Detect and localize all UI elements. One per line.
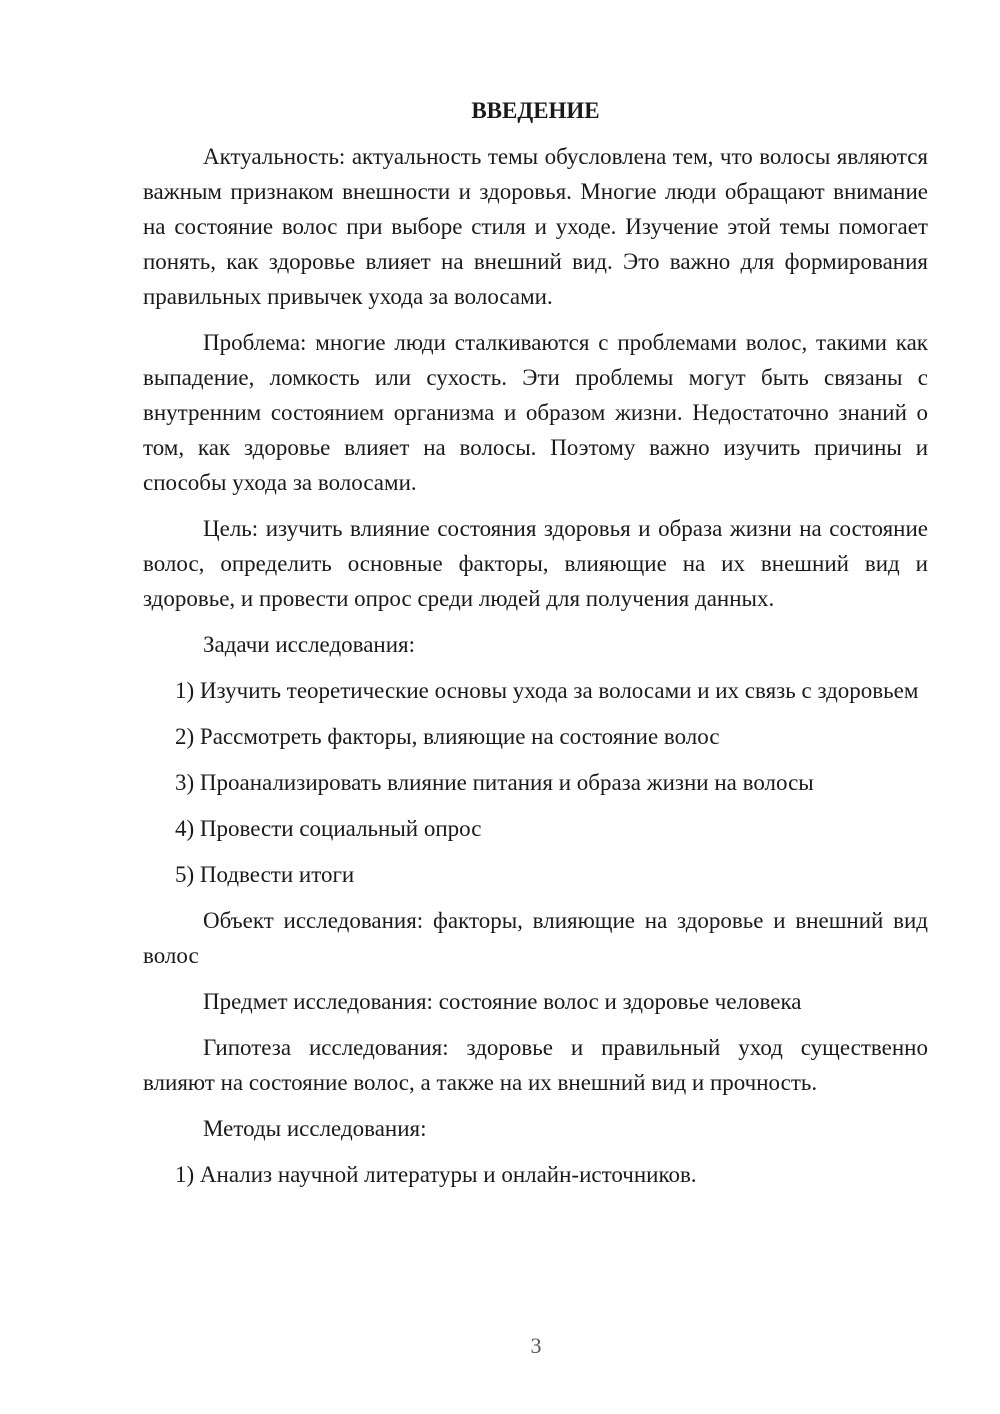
methods-title: Методы исследования: xyxy=(203,1116,427,1141)
tasks-title: Задачи исследования: xyxy=(203,632,416,657)
page-content xyxy=(143,93,928,1203)
task-item-3: 3) Проанализировать влияние питания и образа жизни на волосы xyxy=(175,770,814,795)
relevance-paragraph: Актуальность: актуальность темы обусловлена тем, что волосы являются важным признаком внешности и здоровья. Многие люди обращают внимание на состояние волос при выборе стиля и уходе. Изучение этой темы помогает понять, как здоровье влияет на внешний вид. Это важно для формирования правильных привычек ухода за волосами. xyxy=(143,144,928,309)
problem-paragraph: Проблема: многие люди сталкиваются с проблемами волос, такими как выпадение, ломкость или сухость. Эти проблемы могут быть связаны с внутренним состоянием организма и образом жизни. Недостаточно знаний о том, как здоровье влияет на волосы. Поэтому важно изучить причины и способы ухода за волосами. xyxy=(143,330,928,495)
object-paragraph: Объект исследования: факторы, влияющие на здоровье и внешний вид волос xyxy=(143,908,928,968)
task-item-1: 1) Изучить теоретические основы ухода за волосами и их связь с здоровьем xyxy=(175,678,919,703)
page-number: 3 xyxy=(530,1333,542,1358)
method-item-1: 1) Анализ научной литературы и онлайн-источников. xyxy=(175,1162,697,1187)
task-item-5: 5) Подвести итоги xyxy=(175,862,355,887)
task-item-4: 4) Провести социальный опрос xyxy=(175,816,482,841)
task-item-2: 2) Рассмотреть факторы, влияющие на состояние волос xyxy=(175,724,720,749)
section-heading: ВВЕДЕНИЕ xyxy=(471,98,600,123)
hypothesis-paragraph: Гипотеза исследования: здоровье и правильный уход существенно влияют на состояние волос, а также на их внешний вид и прочность. xyxy=(143,1035,928,1095)
subject-paragraph: Предмет исследования: состояние волос и здоровье человека xyxy=(203,989,802,1014)
goal-paragraph: Цель: изучить влияние состояния здоровья и образа жизни на состояние волос, определить основные факторы, влияющие на их внешний вид и здоровье, и провести опрос среди людей для получения данных. xyxy=(143,516,928,611)
